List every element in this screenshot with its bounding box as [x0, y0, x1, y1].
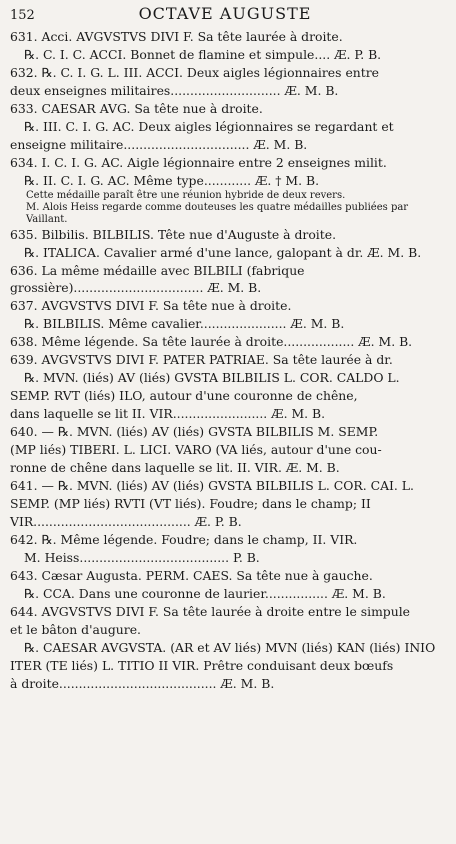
- entry-line: deux enseignes militaires............................ Æ. M. B.: [10, 83, 339, 98]
- entry-line: ℞. C. I. C. ACCI. Bonnet de flamine et simpule.... Æ. P. B.: [24, 47, 382, 62]
- entry-line: 631. Acci. AVGVSTVS DIVI F. Sa tête laurée à droite.: [10, 29, 343, 44]
- entry-line: ℞. ITALICA. Cavalier armé d'une lance, galopant à dr. Æ. M. B.: [24, 245, 422, 260]
- footnote-line: Cette médaille paraît être une réunion hybride de deux revers.: [26, 190, 346, 201]
- footnote-line: M. Alois Heiss regarde comme douteuses les quatre médailles publiées par Vaillant.: [26, 202, 409, 225]
- entry-line: ℞. CAESAR AVGVSTA. (AR et AV liés) MVN (liés) KAN (liés) INIO: [24, 640, 436, 655]
- entry-line: 633. CAESAR AVG. Sa tête nue à droite.: [10, 101, 263, 116]
- entry-line: 634. I. C. I. G. AC. Aigle légionnaire entre 2 enseignes milit.: [10, 155, 387, 170]
- page-header: [10, 4, 446, 28]
- entry-line: 637. AVGVSTVS DIVI F. Sa tête nue à droite.: [10, 298, 292, 313]
- entry-line: M. Heiss...................................... P. B.: [24, 550, 260, 565]
- entry-line: ITER (TE liés) L. TITIO II VIR. Prêtre conduisant deux bœufs: [10, 658, 394, 673]
- entry-line: ℞. III. C. I. G. AC. Deux aigles légionnaires se regardant et: [24, 119, 394, 134]
- entry-line: 643. Cæsar Augusta. PERM. CAES. Sa tête nue à gauche.: [10, 568, 373, 583]
- page-number: 152: [10, 8, 35, 23]
- entry-line: 635. Bilbilis. BILBILIS. Tête nue d'Auguste à droite.: [10, 227, 337, 242]
- entry-line: 638. Même légende. Sa tête laurée à droite.................. Æ. M. B.: [10, 334, 413, 349]
- entry-line: SEMP. (MP liés) RVTI (VT liés). Foudre; dans le champ; II: [10, 496, 371, 511]
- entry-line: (MP liés) TIBERI. L. LICI. VARO (VA liés, autour d'une cou-: [10, 442, 382, 457]
- entry-line: 641. — ℞. MVN. (liés) AV (liés) GVSTA BILBILIS L. COR. CAI. L.: [10, 478, 414, 493]
- entry-line: 642. ℞. Même légende. Foudre; dans le champ, II. VIR.: [10, 532, 358, 547]
- entry-line: ℞. CCA. Dans une couronne de laurier................ Æ. M. B.: [24, 586, 386, 601]
- entry-line: SEMP. RVT (liés) ILO, autour d'une couronne de chêne,: [10, 388, 358, 403]
- entry-line: 640. — ℞. MVN. (liés) AV (liés) GVSTA BILBILIS M. SEMP.: [10, 424, 379, 439]
- entry-line: et le bâton d'augure.: [10, 622, 141, 637]
- entry-line: ℞. II. C. I. G. AC. Même type............ Æ. † M. B.: [24, 173, 320, 188]
- entry-line: 644. AVGVSTVS DIVI F. Sa tête laurée à droite entre le simpule: [10, 604, 411, 619]
- entry-line: 639. AVGVSTVS DIVI F. PATER PATRIAE. Sa tête laurée à dr.: [10, 352, 393, 367]
- entry-line: ℞. MVN. (liés) AV (liés) GVSTA BILBILIS L. COR. CALDO L.: [24, 370, 400, 385]
- entry-line: enseigne militaire................................ Æ. M. B.: [10, 137, 308, 152]
- entry-line: à droite........................................ Æ. M. B.: [10, 676, 275, 691]
- entry-line: ℞. BILBILIS. Même cavalier...................... Æ. M. B.: [24, 316, 345, 331]
- entry-line: VIR........................................ Æ. P. B.: [10, 514, 242, 529]
- entry-line: 632. ℞. C. I. G. L. III. ACCI. Deux aigles légionnaires entre: [10, 65, 379, 80]
- entry-line: 636. La même médaille avec BILBILI (fabrique grossière)................................. Æ. M. B.: [10, 263, 305, 295]
- entry-line: ronne de chêne dans laquelle se lit. II. VIR. Æ. M. B.: [10, 460, 340, 475]
- entry-line: dans laquelle se lit II. VIR........................ Æ. M. B.: [10, 406, 326, 421]
- page-title: OCTAVE AUGUSTE: [138, 4, 312, 23]
